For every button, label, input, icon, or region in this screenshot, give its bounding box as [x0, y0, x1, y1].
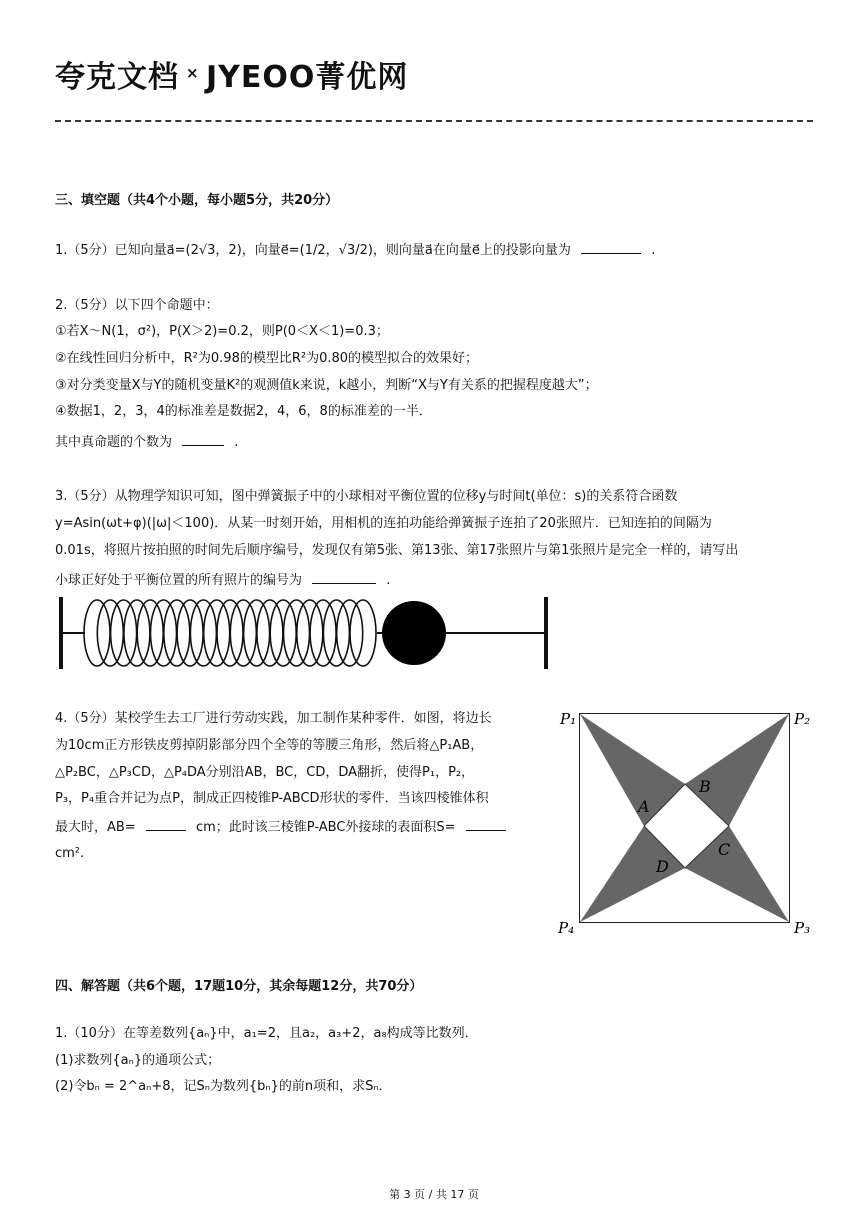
- label-p3: P₃: [794, 919, 811, 937]
- label-p4: P₄: [558, 919, 575, 937]
- q1-end: .: [651, 243, 656, 258]
- q4-line-3: △P₂BC，△P₃CD，△P₄DA分别沿AB，BC，CD，DA翻折，使得P₁，P₂，: [55, 765, 475, 780]
- q2-ask: [55, 433, 238, 452]
- logo-jyeoo: JYEOO菁优网: [206, 60, 409, 95]
- q2-proposition-3: ③对分类变量X与Y的随机变量K²的观测值k来说，k越小，判断“X与Y有关系的把握程度越大”；: [55, 378, 598, 393]
- q4-line-2: 为10cm正方形铁皮剪掉阴影部分四个全等的等腰三角形，然后将△P₁AB，: [55, 738, 484, 753]
- q2-proposition-2: ②在线性回归分析中，R²为0.98的模型比R²为0.80的模型拟合的效果好；: [55, 351, 479, 366]
- q3-line-3: 0.01s，将照片按拍照的时间先后顺序编号，发现仅有第5张、第13张、第17张照片与第1张照片是完全一样的，请写出: [55, 543, 739, 558]
- q2-proposition-1: ①若X～N(1，σ²)，P(X＞2)=0.2，则P(0＜X＜1)=0.3；: [55, 324, 389, 339]
- s4-q1-line-3: (2)令bₙ = 2^aₙ+8，记Sₙ为数列{bₙ}的前n项和，求Sₙ．: [55, 1079, 392, 1094]
- s4-q1-line-1: 1.（10分）在等差数列{aₙ}中，a₁=2，且a₂，a₃+2，a₈构成等比数列．: [55, 1026, 478, 1041]
- spring-coil: [84, 600, 376, 666]
- q2-proposition-4: ④数据1，2，3，4的标准差是数据2，4，6，8的标准差的一半．: [55, 404, 432, 419]
- left-wall: [59, 597, 63, 669]
- label-p2: P₂: [794, 710, 811, 728]
- section4-title: 四、解答题（共6个题，17题10分，其余每题12分，共70分）: [55, 979, 423, 994]
- q4-line-6: cm².: [55, 846, 85, 861]
- q4-surface-blank[interactable]: [466, 818, 506, 831]
- q4-line-4: P₃，P₄重合并记为点P，制成正四棱锥P-ABCD形状的零件．当该四棱锥体积: [55, 791, 489, 806]
- label-a: A: [638, 797, 650, 816]
- label-p1: P₁: [560, 710, 577, 728]
- q3-line-2: y=Asin(ωt+φ)(|ω|＜100)．从某一时刻开始，用相机的连拍功能给弹簧振子连拍了20张照片．已知连拍的间隔为: [55, 516, 712, 531]
- q4-line-1: 4.（5分）某校学生去工厂进行劳动实践，加工制作某种零件．如图，将边长: [55, 711, 492, 726]
- q3-line-4: [55, 571, 390, 590]
- spring-oscillator-figure: [55, 594, 555, 674]
- section3-title: 三、填空题（共4个小题，每小题5分，共20分）: [55, 193, 339, 208]
- q4-surface-text: cm；此时该三棱锥P-ABC外接球的表面积S=: [196, 820, 456, 835]
- header-divider: [55, 120, 813, 122]
- q2-answer-blank[interactable]: [182, 433, 224, 446]
- q4-ab-blank[interactable]: [146, 818, 186, 831]
- q2-ask-text: 其中真命题的个数为: [55, 435, 173, 450]
- q3-line-1: 3.（5分）从物理学知识可知，图中弹簧振子中的小球相对平衡位置的位移y与时间t(单位：s)的关系符合函数: [55, 489, 678, 504]
- square-sheet-figure: [552, 704, 814, 940]
- label-d: D: [656, 857, 669, 876]
- page-number: 第 3 页 / 共 17 页: [389, 1188, 479, 1201]
- logo-quark-docs: 夸克文档: [55, 60, 179, 95]
- q2-title: 2.（5分）以下四个命题中：: [55, 298, 219, 313]
- label-c: C: [718, 840, 731, 859]
- q1-answer-blank[interactable]: [581, 241, 641, 254]
- q3-end: .: [386, 573, 391, 588]
- q2-end: .: [234, 435, 239, 450]
- q4-line-5: [55, 818, 512, 837]
- logo-separator: ×: [186, 64, 199, 82]
- q3-answer-blank[interactable]: [312, 571, 376, 584]
- ball: [382, 601, 446, 665]
- right-wall: [544, 597, 548, 669]
- label-b: B: [699, 777, 711, 796]
- q1-stem: 1.（5分）已知向量a⃗=(2√3，2)，向量e⃗=(1/2，√3/2)，则向量a⃗在向量e⃗上的投影向量为: [55, 243, 571, 258]
- q3-ask-text: 小球正好处于平衡位置的所有照片的编号为: [55, 573, 303, 588]
- s4-q1-line-2: (1)求数列{aₙ}的通项公式；: [55, 1053, 221, 1068]
- q1-text: [55, 241, 655, 260]
- q4-ab-text: 最大时，AB=: [55, 820, 136, 835]
